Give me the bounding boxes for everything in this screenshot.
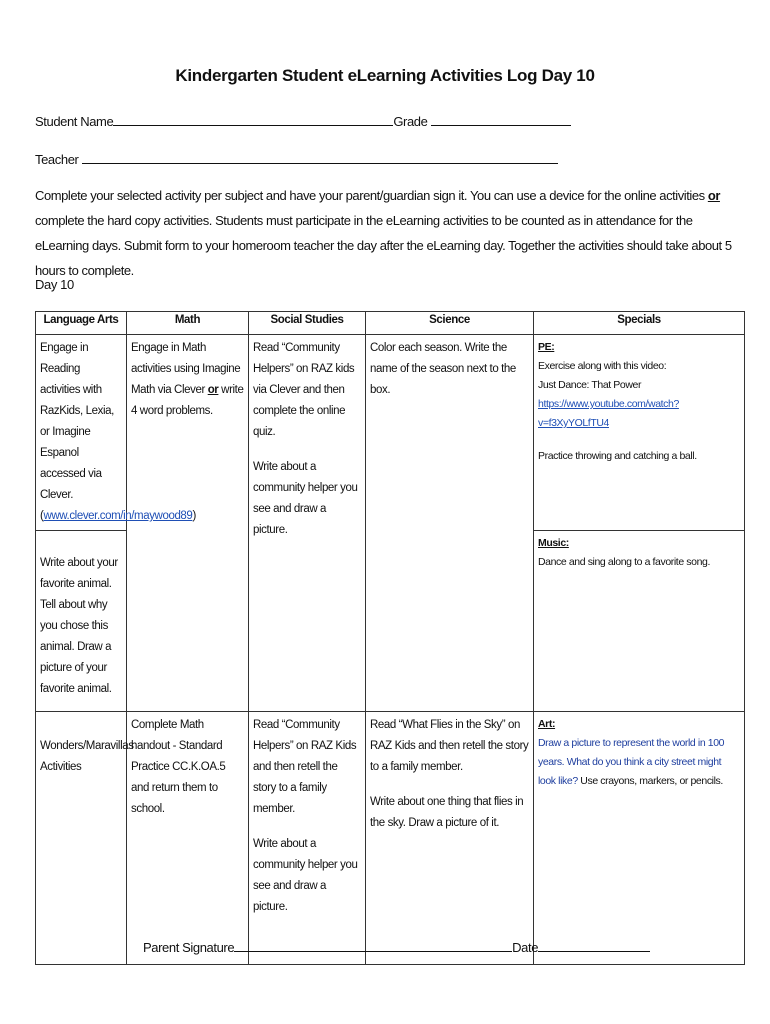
header-specials: Specials [534,312,745,335]
art-cell [534,712,745,965]
instructions-text-1: Complete your selected activity per subject and have your parent/guardian sign it. You can use a device for the online activities [35,188,708,203]
pe-heading: PE: [538,341,555,353]
pe-text-3: Practice throwing and catching a ball. [538,450,697,462]
parent-signature-field[interactable] [234,950,512,952]
ss-cell-2 [249,712,366,965]
art-text-1: Draw a picture to represent the world in 100 years. What do you think a city street might look like? [538,737,725,787]
date-label: Date [512,940,539,955]
date-field[interactable] [538,950,650,952]
science-read-text: Read “What Flies in the Sky” on RAZ Kids and then retell the story to a family member. [370,719,529,773]
math-cell-1 [127,335,249,712]
instructions-or: or [707,188,720,203]
math-text-1: Engage in Math activities using Imagine Math via Clever [131,342,241,396]
teacher-field[interactable] [82,162,558,164]
music-cell [534,531,745,712]
math-cell-2 [127,712,249,965]
grade-field[interactable] [431,124,571,126]
science-write-text: Write about one thing that flies in the sky. Draw a picture of it. [370,796,524,829]
student-name-field[interactable] [113,124,393,126]
instructions-text-2: complete the hard copy activities. Students must participate in the eLearning activities to be counted as in attendance for the eLearning days. Submit form to your homeroom teacher the day after the eLearning day. Together the activities should take about 5 hours to complete. [35,213,732,278]
grade-label: Grade [393,114,428,129]
header-science: Science [366,312,534,335]
header-social-studies: Social Studies [249,312,366,335]
music-text: Dance and sing along to a favorite song. [538,556,710,568]
clever-link[interactable]: www.clever.com/in/maywood89 [43,510,193,522]
art-heading: Art: [538,718,556,730]
teacher-label: Teacher [35,152,79,167]
pe-text-2: Just Dance: That Power [538,379,642,391]
table-row [36,335,745,531]
pe-text-1: Exercise along with this video: [538,360,667,372]
ss-text-1: Read “Community Helpers” on RAZ kids via Clever and then complete the online quiz. [253,342,355,438]
math-handout-text: Complete Math handout - Standard Practice CC.K.OA.5 and return them to school. [131,719,226,815]
math-or: or [207,384,219,396]
table-header-row [36,312,745,335]
signature-line [143,940,650,955]
art-text-2: Use crayons, markers, or pencils. [577,775,723,787]
science-text-1: Color each season. Write the name of the season next to the box. [370,342,516,396]
ss-write-text: Write about a community helper you see and draw a picture. [253,838,358,913]
math-text-2: write 4 word problems. [131,384,244,417]
header-language-arts: Language Arts [36,312,127,335]
student-name-line [35,114,571,129]
table-row [36,712,745,965]
la-animal-text: Write about your favorite animal. Tell about why you chose this animal. Draw a picture of your favorite animal. [40,557,118,695]
instructions [35,183,735,283]
la-wonders-text: Wonders/Maravillas Activities [40,740,134,773]
ss-retell-text: Read “Community Helpers” on RAZ Kids and then retell the story to a family member. [253,719,357,815]
page-title: Kindergarten Student eLearning Activities Log Day 10 [175,66,595,85]
teacher-line [35,152,558,167]
science-cell-2 [366,712,534,965]
pe-cell [534,335,745,531]
activities-table [35,311,745,965]
la-reading-text: Engage in Reading activities with RazKids, Lexia, or Imagine Espanol accessed via Clever. ( [40,342,114,522]
science-cell-1 [366,335,534,712]
la-wonders-cell [36,712,134,965]
la-animal-cell [36,531,127,712]
ss-text-2: Write about a community helper you see and draw a picture. [253,461,358,536]
parent-signature-label: Parent Signature [143,940,235,955]
la-close-paren: ) [192,510,196,522]
youtube-link[interactable]: https://www.youtube.com/watch?v=f3XyYOLfTU4 [538,398,679,429]
header-math: Math [127,312,249,335]
ss-cell-1 [249,335,366,712]
music-heading: Music: [538,537,569,549]
student-name-label: Student Name [35,114,114,129]
day-label: Day 10 [35,277,74,292]
